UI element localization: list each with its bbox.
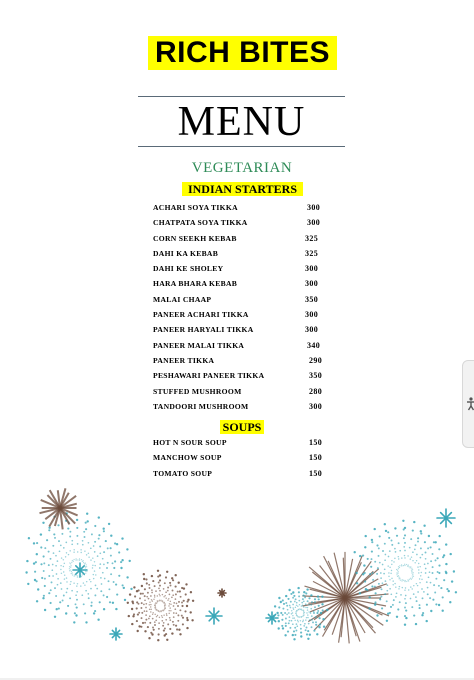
menu-item [153,215,333,230]
sparkle-star [218,589,226,597]
item-name: DAHI KE SHOLEY [153,264,224,274]
item-name: CORN SEEKH KEBAB [153,233,237,243]
accessibility-icon [466,397,474,411]
item-name: DAHI KA KEBAB [153,248,219,258]
item-price: 280 [309,386,323,396]
firework-burst-center [127,570,195,642]
firework-burst-right-brown [302,552,389,644]
item-price: 290 [309,355,323,365]
soups-list [153,435,333,481]
sparkle-star [437,509,455,527]
menu-item [153,200,333,215]
item-price: 340 [307,340,321,350]
item-name: TOMATO SOUP [153,468,213,478]
menu-item [153,261,333,276]
side-panel-tab[interactable] [462,360,474,448]
title-bottom-rule [138,146,345,147]
item-name: PANEER TIKKA [153,355,215,365]
sparkle-star [110,628,122,640]
section-heading-soups: SOUPS [220,420,264,434]
item-name: ACHARI SOYA TIKKA [153,203,238,212]
item-price: 150 [309,453,323,463]
item-name: MANCHOW SOUP [153,453,222,463]
menu-item [153,246,333,261]
item-price: 150 [309,438,323,447]
restaurant-name: RICH BITES [148,36,337,70]
menu-item [153,307,333,322]
title-top-rule [138,96,345,97]
menu-item [153,450,333,465]
item-name: PESHAWARI PANEER TIKKA [153,371,265,381]
fireworks-decoration [0,478,474,678]
menu-item [153,368,333,383]
item-name: PANEER ACHARI TIKKA [153,310,249,320]
menu-title: MENU [177,99,306,145]
item-price: 300 [305,310,319,320]
section-heading-indian-starters: INDIAN STARTERS [182,182,303,196]
item-price: 325 [305,233,319,243]
item-name: PANEER HARYALI TIKKA [153,325,254,335]
menu-item [153,231,333,246]
sparkle-star [206,608,222,624]
firework-burst-small-blue [273,587,329,641]
menu-item [153,353,333,368]
item-price: 300 [305,325,319,335]
item-price: 300 [307,218,321,228]
item-price: 300 [307,203,321,212]
item-price: 300 [309,401,323,411]
menu-item [153,435,333,450]
menu-item [153,322,333,337]
item-price: 300 [305,264,319,274]
item-name: MALAI CHAAP [153,294,212,304]
item-price: 325 [305,248,319,258]
category-heading: VEGETARIAN [191,160,293,176]
item-name: CHATPATA SOYA TIKKA [153,218,248,228]
item-name: PANEER MALAI TIKKA [153,340,245,350]
sparkle-star [266,612,278,624]
menu-item [153,276,333,291]
item-name: STUFFED MUSHROOM [153,386,242,396]
item-price: 350 [305,294,319,304]
indian-starters-list [153,200,333,414]
firework-burst-right-blue [354,520,458,626]
item-name: TANDOORI MUSHROOM [153,401,249,411]
menu-item [153,384,333,399]
menu-item [153,338,333,353]
item-price: 350 [309,371,323,381]
menu-item [153,399,333,414]
item-price: 300 [305,279,319,289]
firework-burst-small-brown [40,488,78,529]
menu-item [153,292,333,307]
item-name: HOT N SOUR SOUP [153,438,227,447]
item-price: 150 [309,468,323,478]
item-name: HARA BHARA KEBAB [153,279,238,289]
